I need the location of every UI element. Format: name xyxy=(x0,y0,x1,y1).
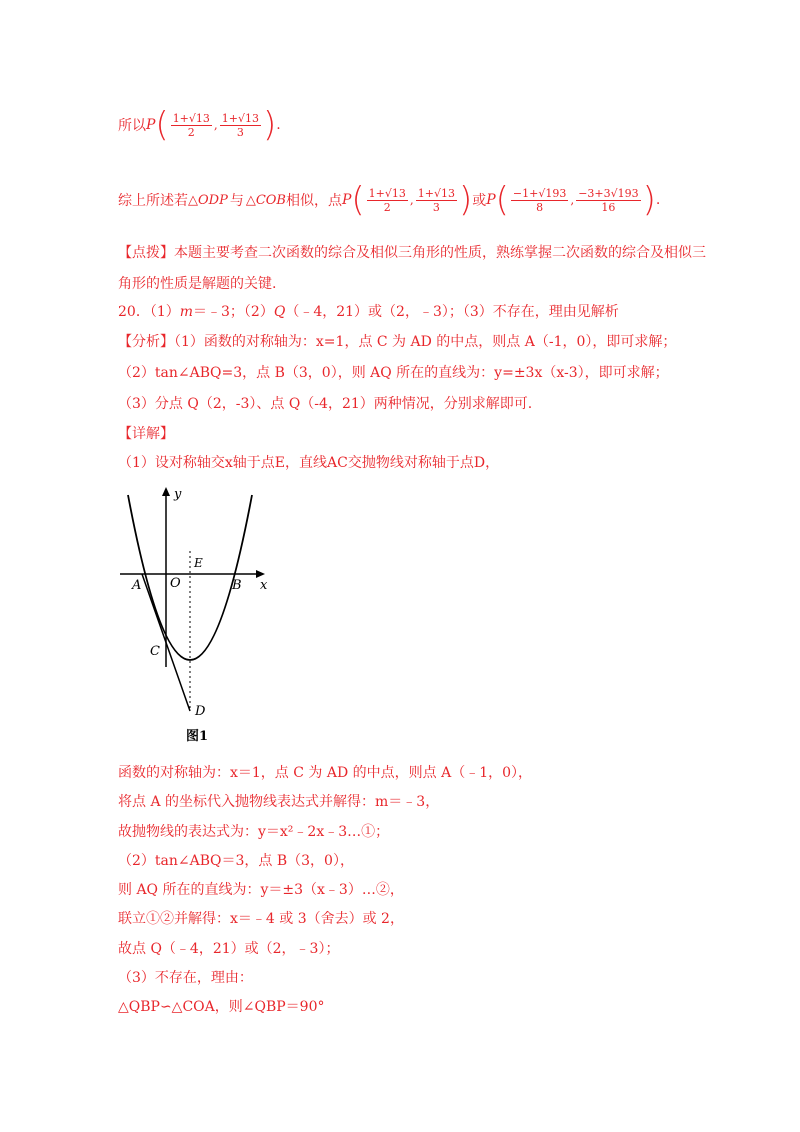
left-paren: ( xyxy=(155,105,169,145)
fraction-b2: $\frac{-3+3√193}{16}$ xyxy=(578,186,639,214)
figure-caption: 图1 xyxy=(186,729,209,744)
sol-line-1: 函数的对称轴为：x＝1，点 C 为 AD 的中点，则点 A（﹣1，0）， xyxy=(118,765,533,781)
label-e: E xyxy=(194,556,203,570)
label-o: O xyxy=(170,576,181,591)
sol-line-5: 则 AQ 所在的直线为：y＝±3（x﹣3）…②， xyxy=(118,882,404,898)
right-paren: ) xyxy=(262,105,277,145)
line-1-math: 所以 P ( $\frac{1+√13}{2}$ , $\frac{1+√13}{3}$ ) . xyxy=(118,105,281,145)
text-suoyi: 所以 xyxy=(118,118,146,134)
detail-line-1: （1）设对称轴交x轴于点E，直线AC交抛物线对称轴于点D， xyxy=(118,455,500,471)
point-p-b: P xyxy=(486,192,496,208)
point-p: P xyxy=(146,117,156,133)
sol-line-6: 联立①②并解得：x＝﹣4 或 3（舍去）或 2， xyxy=(118,911,404,927)
analysis-line-2: （2）tan∠ABQ=3，点 B（3，0），则 AQ 所在的直线为：y=±3x（x-3），即可求解； xyxy=(118,365,669,381)
fraction-a1: $\frac{1+√13}{2}$ xyxy=(368,186,406,214)
fraction-2: $\frac{1+√13}{3}$ xyxy=(221,111,259,139)
fraction-a2: $\frac{1+√13}{3}$ xyxy=(417,186,455,214)
label-b: B xyxy=(232,578,242,593)
text-huo: 或 xyxy=(472,193,487,209)
text-yu: 与 xyxy=(229,193,244,209)
sol-line-8: （3）不存在，理由： xyxy=(118,970,253,986)
q20-answer: 20．（1）m＝﹣3；（2）Q（﹣4，21）或（2，﹣3）；（3）不存在，理由见解析 xyxy=(118,304,619,320)
triangle-cob: △COB xyxy=(245,192,286,208)
sol-line-9: △QBP∽△COA，则∠QBP＝90° xyxy=(118,999,325,1015)
sol-line-7: 故点 Q（﹣4，21）或（2，﹣3）； xyxy=(118,941,340,957)
period-2: . xyxy=(655,192,661,208)
period: . xyxy=(276,117,281,133)
sol-line-4: （2）tan∠ABQ＝3，点 B（3，0）， xyxy=(118,853,354,869)
label-x: x xyxy=(260,578,268,593)
line-2-math: 综上所述若 △ODP 与 △COB 相似，点 P ( $\frac{1+√13}{2}$ , $\frac{1+√13}{3}$ ) 或 P ( $\frac{-1+√193}{8}$ , $\frac{-3+3√193}{16}$ ) . xyxy=(118,180,661,220)
fraction-1: $\frac{1+√13}{2}$ xyxy=(172,111,210,139)
text-xiangsi: 相似，点 xyxy=(285,193,342,209)
note-line-2: 角形的性质是解题的关键. xyxy=(118,276,277,292)
fraction-b1: $\frac{-1+√193}{8}$ xyxy=(512,186,567,214)
triangle-odp: △ODP xyxy=(188,192,228,208)
label-y: y xyxy=(174,487,182,502)
label-c: C xyxy=(150,644,160,659)
analysis-line-1: 【分析】（1）函数的对称轴为：x=1，点 C 为 AD 的中点，则点 A（-1，0），即可求解； xyxy=(118,334,677,350)
label-d: D xyxy=(195,704,206,719)
analysis-line-3: （3）分点 Q（2，-3）、点 Q（-4，21）两种情况，分别求解即可. xyxy=(118,396,533,412)
y-axis-arrow xyxy=(162,487,170,496)
x-axis-arrow xyxy=(256,570,265,578)
sol-line-3: 故抛物线的表达式为：y＝x²﹣2x﹣3…①； xyxy=(118,824,390,840)
text-zongshang: 综上所述若 xyxy=(118,193,188,209)
sol-line-2: 将点 A 的坐标代入抛物线表达式并解得：m＝﹣3， xyxy=(118,794,440,810)
note-line-1: 【点拨】本题主要考查二次函数的综合及相似三角形的性质，熟练掌握二次函数的综合及相似三 xyxy=(118,245,706,261)
detail-head: 【详解】 xyxy=(118,426,174,442)
label-a: A xyxy=(132,578,142,593)
parabola-figure xyxy=(118,485,278,745)
point-p-a: P xyxy=(341,192,352,208)
